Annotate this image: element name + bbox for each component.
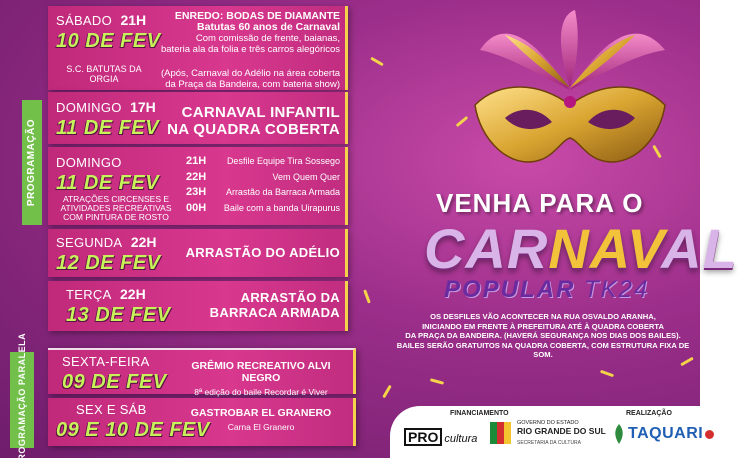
event-1-note1: (Após, Carnaval do Adélio na área coberta xyxy=(160,68,340,79)
confetti xyxy=(430,378,444,385)
event-3-hour-2: 22H xyxy=(186,170,207,183)
event-5-hour: 22H xyxy=(120,286,146,302)
confetti xyxy=(600,370,614,378)
event-1-note2: da Praça da Bandeira, com bateria show) xyxy=(165,79,340,90)
info-line-3: DA PRAÇA DA BANDEIRA. (HAVERÁ SEGURANÇA NOS DIAS DOS BAILES). xyxy=(405,331,681,340)
taquari-text: TAQUARI xyxy=(628,425,704,442)
event-4-title: ARRASTÃO DO ADÉLIO xyxy=(185,245,340,260)
parallel-1-date xyxy=(62,353,167,394)
event-3-hour-4: 00H xyxy=(186,201,207,214)
info-line-2: INICIANDO EM FRENTE À PREFEITURA ATÉ À QUADRA COBERTA xyxy=(422,321,664,331)
procultura-logo xyxy=(404,428,477,446)
event-3-act-4: Baile com a banda Uirapurus xyxy=(223,202,340,213)
parallel-1-bigdate: 09 DE FEV xyxy=(62,371,167,393)
event-5-date xyxy=(66,286,171,327)
parallel-2-day: SEX E SÁB xyxy=(76,402,147,417)
event-1-place-text: S.C. BATUTAS DA ORGIA xyxy=(66,64,142,84)
parallel-2-details xyxy=(186,407,336,433)
gov-rs-logo xyxy=(488,420,606,446)
info-text xyxy=(396,312,690,360)
event-3-day: DOMINGO xyxy=(56,155,122,170)
event-4-hour: 22H xyxy=(130,234,157,250)
event-5-day: TERÇA xyxy=(66,287,112,302)
event-3-act-2: Vem Quem Quer xyxy=(272,171,340,182)
parallel-2-desc: Carna El Granero xyxy=(227,422,295,432)
event-1-desc1: Com comissão de frente, baianas, xyxy=(195,33,340,44)
gov-big: RIO GRANDE DO SUL xyxy=(517,426,606,436)
event-1-desc2: bateria ala da folia e três carros alegóricos xyxy=(160,44,340,55)
event-2-date xyxy=(56,99,159,140)
event-3-act-1: Desfile Equipe Tira Sossego xyxy=(226,156,340,166)
event-2-bigdate: 11 DE FEV xyxy=(56,117,160,139)
headline-carnaval xyxy=(424,216,738,281)
event-1-place xyxy=(62,64,146,84)
confetti xyxy=(370,57,384,67)
programacao-paralela-label xyxy=(10,332,34,467)
event-3-hour-3: 23H xyxy=(186,186,207,198)
event-3-sub xyxy=(56,195,176,222)
gov-small: GOVERNO DO ESTADO xyxy=(517,420,579,426)
parallel-2-title: GASTROBAR EL GRANERO xyxy=(190,407,332,419)
event-1-bigdate: 10 DE FEV xyxy=(56,30,161,52)
financiamento-label: FINANCIAMENTO xyxy=(450,410,509,417)
parallel-2-bigdate: 09 E 10 DE FEV xyxy=(56,419,210,441)
confetti xyxy=(363,289,371,303)
event-4-day: SEGUNDA xyxy=(56,235,123,250)
programacao-label xyxy=(22,100,42,225)
event-3-sub1: ATRAÇÕES CIRCENSES E xyxy=(62,194,170,204)
event-1-day: SÁBADO xyxy=(56,13,112,28)
headline-nav: NAV xyxy=(548,217,662,280)
event-3-hour-1: 21H xyxy=(186,155,207,167)
programacao-paralela-text: PROGRAMAÇÃO PARALELA xyxy=(17,332,27,467)
event-1-hour: 21H xyxy=(120,12,147,28)
cultura-text: cultura xyxy=(444,433,478,445)
event-3-sub2: ATIVIDADES RECREATIVAS xyxy=(60,203,172,213)
parallel-1-day: SEXTA-FEIRA xyxy=(62,354,150,369)
event-2-day: DOMINGO xyxy=(56,100,122,115)
confetti xyxy=(382,385,392,399)
event-3-date xyxy=(56,154,176,222)
event-2-hour: 17H xyxy=(130,99,156,115)
realizacao-label: REALIZAÇÃO xyxy=(626,410,672,417)
headline-popular-text: POPULAR xyxy=(444,276,576,303)
event-1-subtitle: Batutas 60 anos de Carnaval xyxy=(197,21,340,33)
pro-text: PRO xyxy=(404,428,442,446)
taquari-badge-icon xyxy=(705,430,714,439)
headline-line1: VENHA PARA O xyxy=(436,188,644,218)
event-4-date xyxy=(56,234,161,275)
event-2-details xyxy=(160,104,340,138)
event-5-title2: BARRACA ARMADA xyxy=(209,305,340,320)
event-3-hours xyxy=(186,154,206,216)
rs-emblem-icon xyxy=(488,420,514,446)
carnival-mask-icon xyxy=(460,10,680,180)
event-1-title: ENREDO: BODAS DE DIAMANTE xyxy=(174,10,340,22)
event-3-sub3: COM PINTURA DE ROSTO xyxy=(63,212,169,222)
gov-rs-text xyxy=(517,420,606,446)
event-5-bigdate: 13 DE FEV xyxy=(66,304,171,326)
parallel-1-details xyxy=(176,360,346,398)
event-3-acts xyxy=(214,154,340,216)
event-5-title1: ARRASTÃO DA xyxy=(240,290,340,305)
info-line-1: OS DESFILES VÃO ACONTECER NA RUA OSVALDO ARANHA, xyxy=(430,312,656,321)
parallel-1-title: GRÊMIO RECREATIVO ALVI NEGRO xyxy=(191,360,331,384)
event-1-details xyxy=(140,11,340,90)
info-line-4: BAILES SERÃO GRATUITOS NA QUADRA COBERTA, COM ESTRUTURA FIXA DE SOM. xyxy=(396,340,690,359)
headline-al: AL xyxy=(661,217,738,280)
parallel-1-desc: 8ª edição do baile Recordar é Viver xyxy=(194,387,328,397)
taquari-emblem-icon xyxy=(612,424,626,444)
headline-popular xyxy=(444,276,649,304)
programacao-text: PROGRAMAÇÃO xyxy=(26,118,38,207)
event-5-details xyxy=(190,290,340,320)
event-4-bigdate: 12 DE FEV xyxy=(56,252,161,274)
event-2-title2: NA QUADRA COBERTA xyxy=(167,121,340,138)
event-2-title1: CARNAVAL INFANTIL xyxy=(181,104,340,121)
headline-car: CAR xyxy=(424,217,549,280)
event-3-bigdate: 11 DE FEV xyxy=(56,172,160,194)
headline-tk24: TK24 xyxy=(584,276,650,303)
sponsor-footer xyxy=(390,406,704,458)
gov-sub: SECRETARIA DA CULTURA xyxy=(517,440,581,446)
event-3-act-3: Arrastão da Barraca Armada xyxy=(225,187,340,197)
taquari-logo xyxy=(612,424,714,444)
event-4-details xyxy=(180,244,340,261)
